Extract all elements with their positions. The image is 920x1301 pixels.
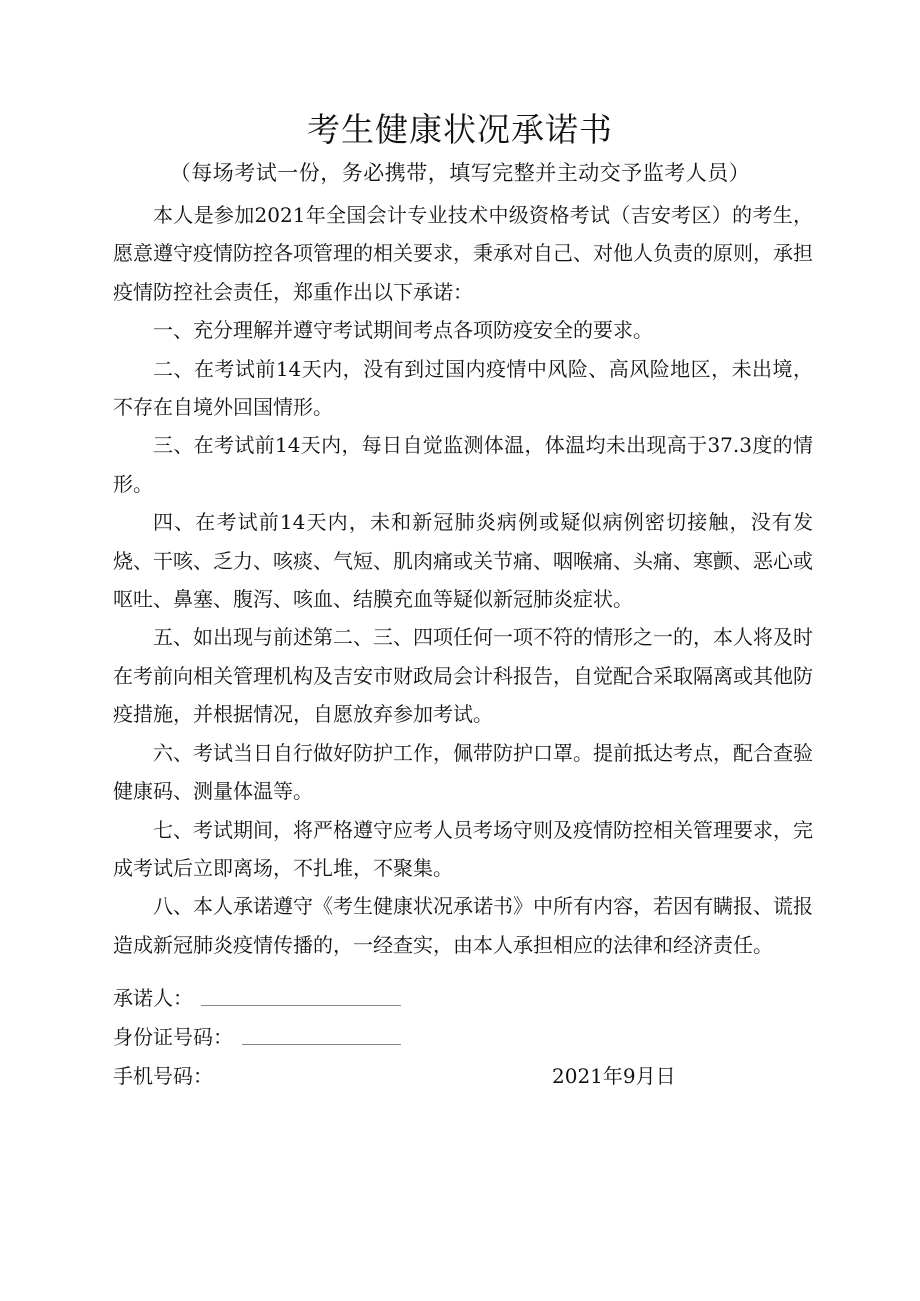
id-number-input-line[interactable] [242,1044,401,1045]
id-number-row [113,1018,813,1056]
document-title: 考生健康状况承诺书 [307,110,613,149]
document-body [113,196,813,964]
document-subtitle: （每场考试一份，务必携带，填写完整并主动交予监考人员） [169,161,751,185]
pledge-item-7: 七、考试期间，将严格遵守应考人员考场守则及疫情防控相关管理要求，完成考试后立即离场，不扎堆，不聚集。 [113,817,813,880]
signer-input-line[interactable] [201,1005,401,1006]
intro-paragraph: 本人是参加2021年全国会计专业技术中级资格考试（吉安考区）的考生，愿意遵守疫情防控各项管理的相关要求，秉承对自己、对他人负责的原则，承担疫情防控社会责任，郑重作出以下承诺： [113,203,813,304]
pledge-item-8: 八、本人承诺遵守《考生健康状况承诺书》中所有内容，若因有瞒报、谎报造成新冠肺炎疫情传播的，一经查实，由本人承担相应的法律和经济责任。 [113,894,813,957]
signer-row [113,979,813,1017]
pledge-item-4: 四、在考试前14天内，未和新冠肺炎病例或疑似病例密切接触，没有发烧、干咳、乏力、咳痰、气短、肌肉痛或关节痛、咽喉痛、头痛、寒颤、恶心或呕吐、鼻塞、腹泻、咳血、结膜充血等疑似新冠肺炎症状。 [113,510,813,612]
pledge-item-1: 一、充分理解并遵守考试期间考点各项防疫安全的要求。 [153,318,653,343]
pledge-item-5: 五、如出现与前述第二、三、四项任何一项不符的情形之一的，本人将及时在考前向相关管理机构及吉安市财政局会计科报告，自觉配合采取隔离或其他防疫措施，并根据情况，自愿放弃参加考试。 [113,625,813,727]
phone-label: 手机号码： [113,1064,213,1088]
pledge-item-2: 二、在考试前14天内，没有到过国内疫情中风险、高风险地区，未出境，不存在自境外回国情形。 [113,356,813,420]
pledge-item-6: 六、考试当日自行做好防护工作，佩带防护口罩。提前抵达考点，配合查验健康码、测量体温等。 [113,740,813,804]
signature-section [113,979,813,1096]
pledge-item-3: 三、在考试前14天内，每日自觉监测体温，体温均未出现高于37.3度的情形。 [113,433,813,496]
signer-label: 承诺人： [113,986,193,1010]
phone-row [113,1057,813,1095]
date-text: 2021年9月日 [552,1064,676,1088]
id-number-label: 身份证号码： [113,1025,233,1049]
